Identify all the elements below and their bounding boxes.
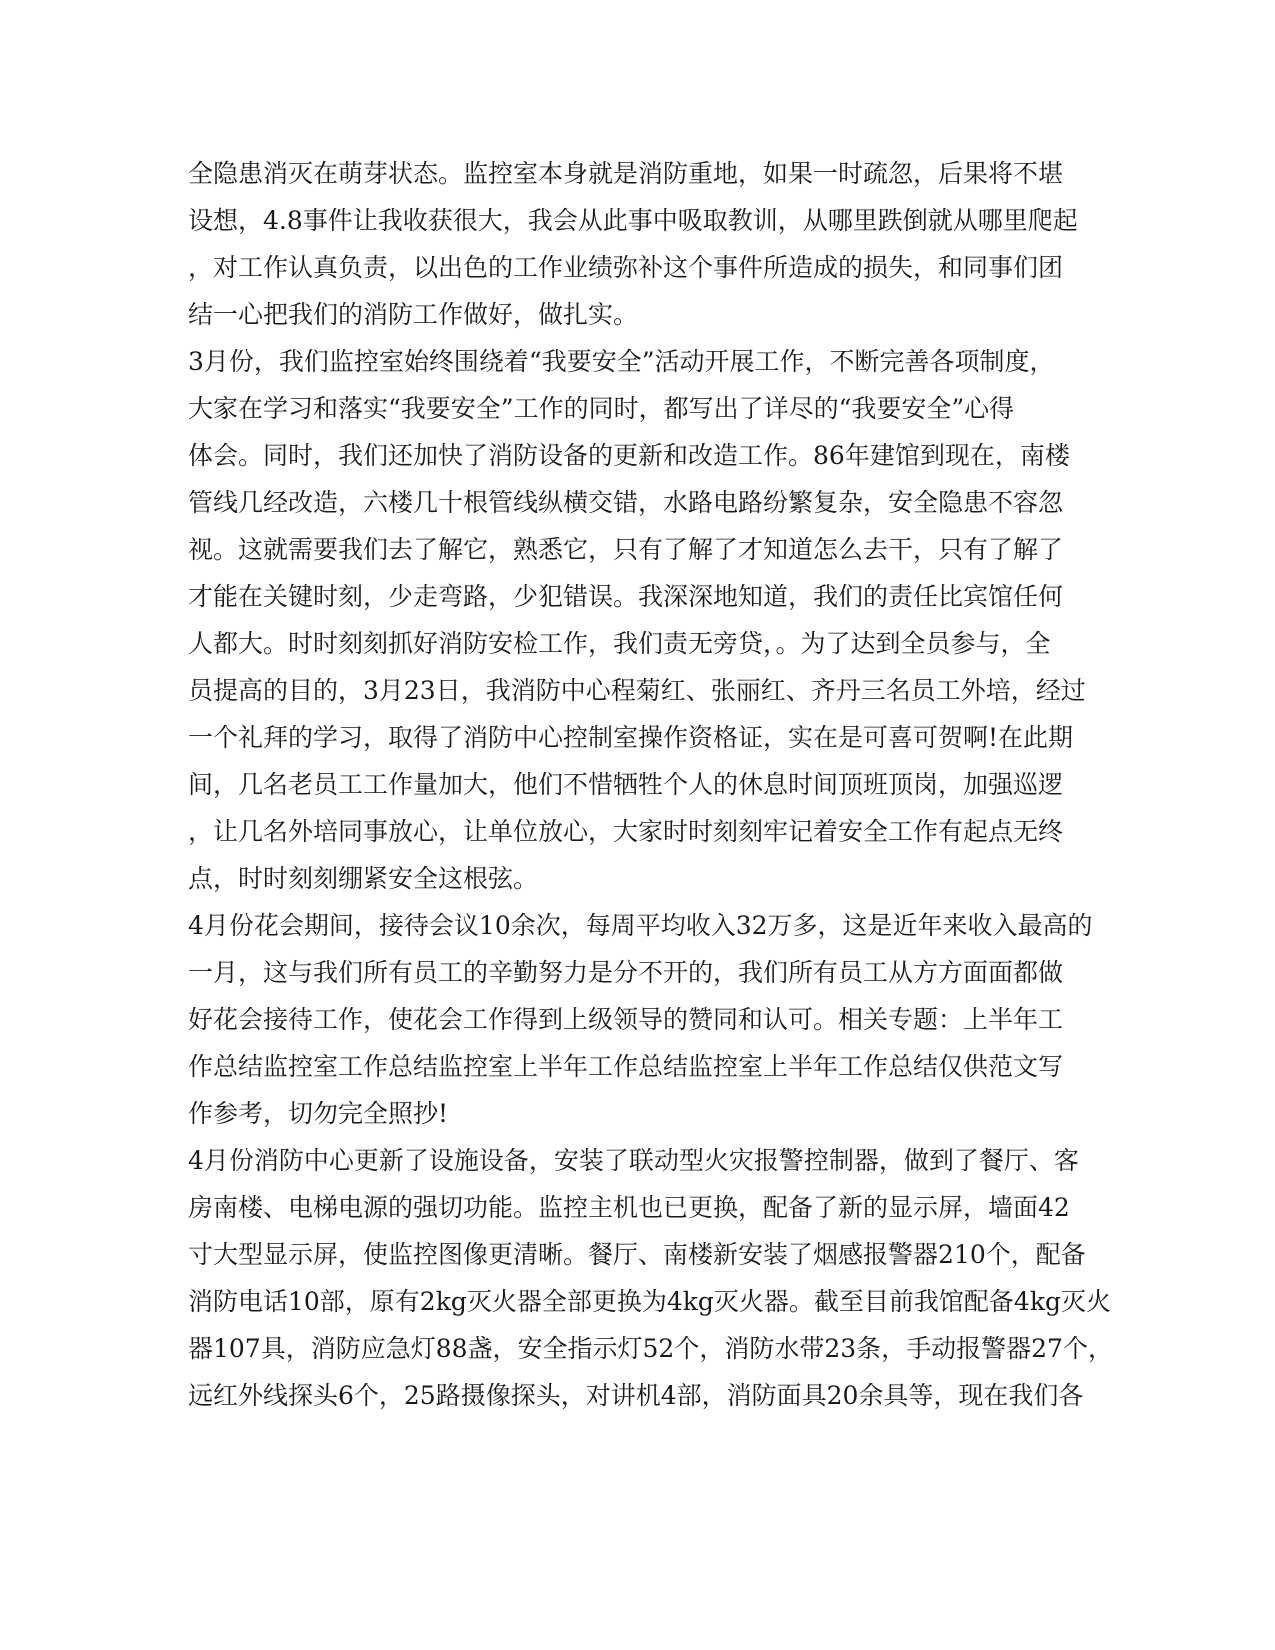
text-line: 结一心把我们的消防工作做好，做扎实。 — [188, 300, 639, 329]
text-line: 大家在学习和落实“我要安全”工作的同时，都写出了详尽的“我要安全”心得 — [188, 394, 1015, 423]
text-line: 作总结监控室工作总结监控室上半年工作总结监控室上半年工作总结仅供范文写 — [188, 1052, 1064, 1081]
text-line: 才能在关键时刻，少走弯路，少犯错误。我深深地知道，我们的责任比宾馆任何 — [188, 582, 1064, 611]
text-line: 间，几名老员工工作量加大，他们不惜牺牲个人的休息时间顶班顶岗，加强巡逻 — [188, 770, 1064, 799]
text-line: 视。这就需要我们去了解它，熟悉它，只有了解了才知道怎么去干，只有了解了 — [188, 535, 1064, 564]
text-line: 管线几经改造，六楼几十根管线纵横交错，水路电路纷繁复杂，安全隐患不容忽 — [188, 488, 1064, 517]
text-line: ，让几名外培同事放心，让单位放心，大家时时刻刻牢记着安全工作有起点无终 — [188, 817, 1064, 846]
text-line: 远红外线探头6个，25路摄像探头，对讲机4部，消防面具20余具等，现在我们各 — [188, 1381, 1084, 1410]
document-body — [188, 150, 1113, 1419]
text-line: 好花会接待工作，使花会工作得到上级领导的赞同和认可。相关专题：上半年工 — [188, 1005, 1064, 1034]
text-line: ，对工作认真负责，以出色的工作业绩弥补这个事件所造成的损失，和同事们团 — [188, 253, 1064, 282]
text-line: 全隐患消灭在萌芽状态。监控室本身就是消防重地，如果一时疏忽，后果将不堪 — [188, 159, 1064, 188]
text-line: 设想，4.8事件让我收获很大，我会从此事中吸取教训，从哪里跌倒就从哪里爬起 — [188, 206, 1078, 235]
text-line: 4月份消防中心更新了设施设备，安装了联动型火灾报警控制器，做到了餐厅、客 — [188, 1146, 1079, 1175]
text-line: 4月份花会期间，接待会议10余次，每周平均收入32万多，这是近年来收入最高的 — [188, 911, 1093, 940]
text-line: 一个礼拜的学习，取得了消防中心控制室操作资格证，实在是可喜可贺啊!在此期 — [188, 723, 1074, 752]
text-line: 3月份，我们监控室始终围绕着“我要安全”活动开展工作，不断完善各项制度， — [188, 347, 1055, 376]
text-line: 寸大型显示屏，使监控图像更清晰。餐厅、南楼新安装了烟感报警器210个，配备 — [188, 1240, 1086, 1269]
text-line: 房南楼、电梯电源的强切功能。监控主机也已更换，配备了新的显示屏，墙面42 — [188, 1193, 1070, 1222]
text-line: 人都大。时时刻刻抓好消防安检工作，我们责无旁贷，。为了达到全员参与，全 — [188, 629, 1051, 658]
text-line: 器107具，消防应急灯88盏，安全指示灯52个，消防水带23条，手动报警器27个， — [188, 1334, 1113, 1363]
text-line: 员提高的目的，3月23日，我消防中心程菊红、张丽红、齐丹三名员工外培，经过 — [188, 676, 1086, 705]
text-line: 消防电话10部，原有2kg灭火器全部更换为4kg灭火器。截至目前我馆配备4kg灭火 — [188, 1287, 1111, 1316]
text-line: 体会。同时，我们还加快了消防设备的更新和改造工作。86年建馆到现在，南楼 — [188, 441, 1070, 470]
text-line: 一月，这与我们所有员工的辛勤努力是分不开的，我们所有员工从方方面面都做 — [188, 958, 1064, 987]
text-line: 作参考，切勿完全照抄! — [188, 1099, 449, 1128]
text-line: 点，时时刻刻绷紧安全这根弦。 — [188, 864, 539, 893]
